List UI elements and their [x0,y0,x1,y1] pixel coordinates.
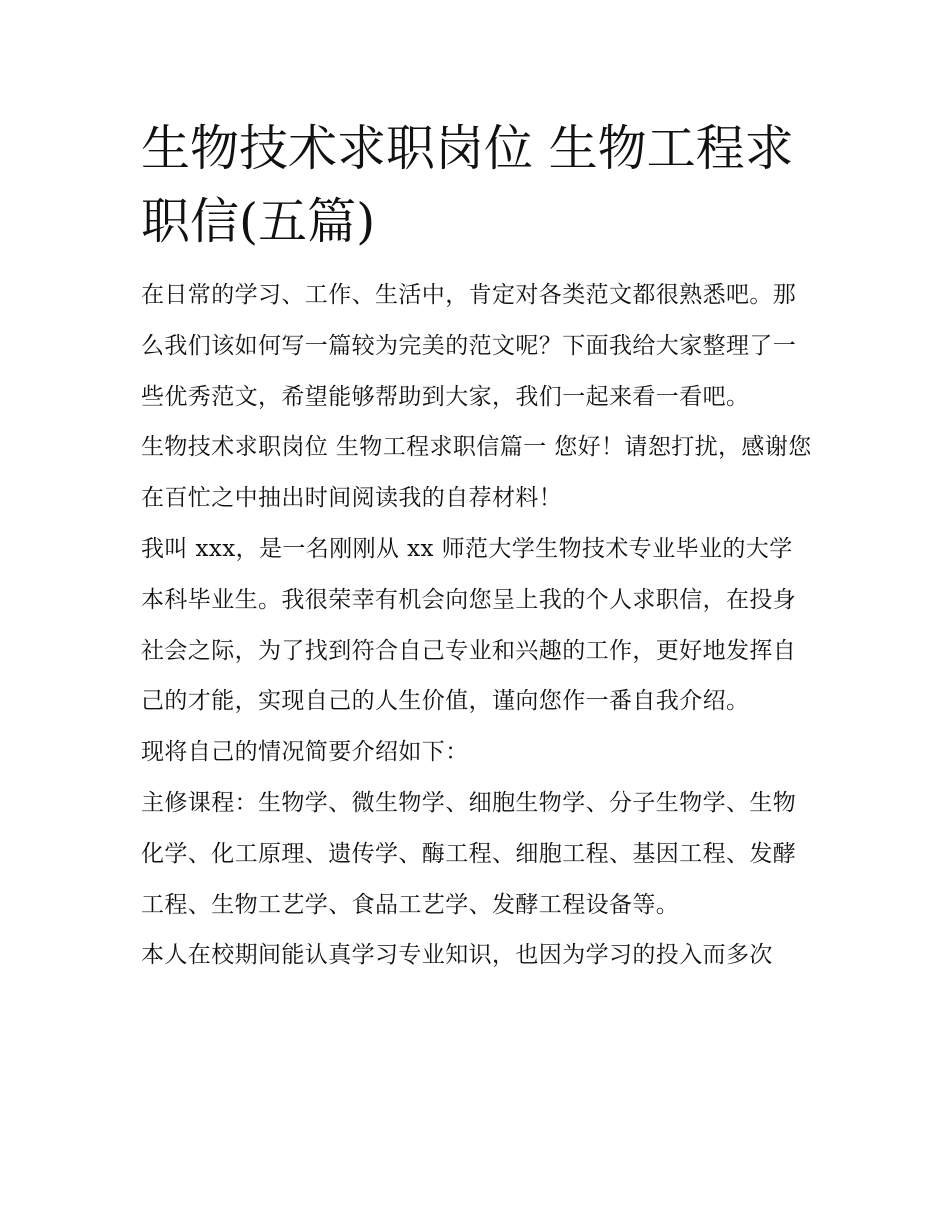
document-body [141,270,813,981]
paragraph-self-intro: 我叫 xxx，是一名刚刚从 xx 师范大学生物技术专业毕业的大学本科毕业生。我很荣幸有机会向您呈上我的个人求职信，在投身社会之际，为了找到符合自己专业和兴趣的工作，更好地发挥自己的才能，实现自己的人生价值，谨向您作一番自我介绍。 [141,535,797,715]
paragraph-greeting: 生物技术求职岗位 生物工程求职信篇一 您好！请恕打扰，感谢您在百忙之中抽出时间阅读我的自荐材料！ [141,434,812,512]
paragraph-summary-lead: 现将自己的情况简要介绍如下： [141,739,469,766]
document-title: 生物技术求职岗位 生物工程求职信(五篇) [141,120,794,250]
document-content [141,112,813,981]
paragraph-study: 本人在校期间能认真学习专业知识，也因为学习的投入而多次 [141,942,773,969]
paragraph-courses: 主修课程：生物学、微生物学、细胞生物学、分子生物学、生物化学、化工原理、遗传学、酶工程、细胞工程、基因工程、发酵工程、生物工艺学、食品工艺学、发酵工程设备等。 [141,789,797,918]
paragraph-intro: 在日常的学习、工作、生活中，肯定对各类范文都很熟悉吧。那么我们该如何写一篇较为完美的范文呢？下面我给大家整理了一些优秀范文，希望能够帮助到大家，我们一起来看一看吧。 [141,282,797,410]
